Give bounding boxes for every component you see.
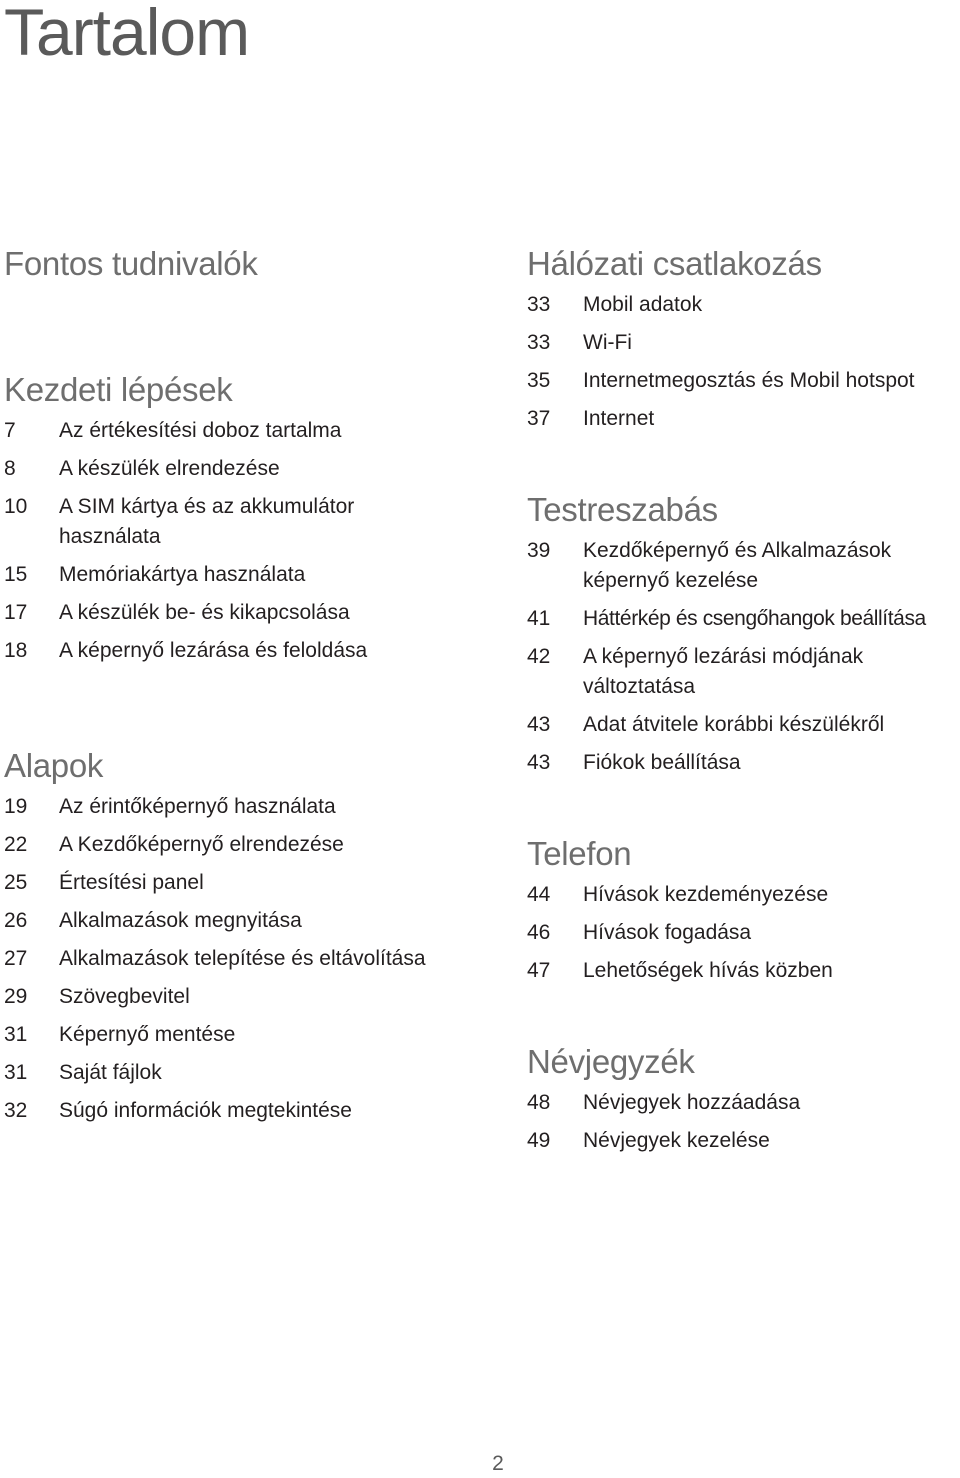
toc-entry[interactable] (4, 636, 474, 666)
section-heading[interactable]: Hálózati csatlakozás (527, 245, 822, 282)
toc-entry-page: 25 (4, 871, 28, 894)
toc-entry-page: 18 (4, 639, 28, 662)
toc-entry-title: Értesítési panel (59, 871, 204, 894)
toc-entry-page: 42 (527, 645, 551, 668)
toc-entry[interactable] (4, 1058, 474, 1088)
toc-entry[interactable] (527, 642, 960, 702)
page-number: 2 (492, 1452, 504, 1475)
toc-entry[interactable] (527, 404, 960, 434)
toc-entry-page: 29 (4, 985, 28, 1008)
toc-entry-title: Memóriakártya használata (59, 563, 306, 586)
toc-entry-title: Háttérkép és csengőhangok beállítása (583, 607, 926, 630)
toc-entry[interactable] (4, 792, 474, 822)
toc-entry-page: 8 (4, 457, 16, 480)
toc-entry-page: 47 (527, 959, 551, 982)
toc-entry-title: Kezdőképernyő és Alkalmazások képernyő kezelése (583, 539, 892, 592)
toc-entry-title: Súgó információk megtekintése (59, 1099, 352, 1122)
toc-entry[interactable] (4, 1020, 474, 1050)
toc-entry[interactable] (527, 366, 960, 396)
toc-section-kezdeti (4, 364, 474, 666)
toc-entry-title: Az értékesítési doboz tartalma (59, 419, 342, 442)
toc-entry[interactable] (527, 1088, 960, 1118)
toc-entry[interactable] (527, 290, 960, 320)
toc-entry-title: Fiókok beállítása (583, 751, 741, 774)
toc-entry-page: 49 (527, 1129, 551, 1152)
toc-section-nevjegyzek (527, 1036, 960, 1156)
toc-section-halozati (527, 238, 960, 434)
toc-entry-title: Képernyő mentése (59, 1023, 236, 1046)
toc-entry-title: A készülék elrendezése (59, 457, 280, 480)
toc-left-column (4, 238, 474, 1134)
toc-entry-page: 35 (527, 369, 551, 392)
toc-entry-page: 33 (527, 293, 551, 316)
toc-entry[interactable] (4, 944, 474, 974)
toc-entry[interactable] (4, 982, 474, 1012)
toc-entry-page: 37 (527, 407, 551, 430)
toc-entry-page: 33 (527, 331, 551, 354)
toc-entry[interactable] (4, 906, 474, 936)
toc-entry-page: 15 (4, 563, 28, 586)
toc-entry-page: 44 (527, 883, 551, 906)
toc-entry-title: Internetmegosztás és Mobil hotspot (583, 369, 915, 392)
toc-entry-page: 48 (527, 1091, 551, 1114)
section-heading[interactable]: Telefon (527, 835, 632, 872)
page-title: Tartalom (4, 0, 250, 69)
toc-entry-page: 17 (4, 601, 28, 624)
toc-entry-page: 19 (4, 795, 28, 818)
toc-entry[interactable] (4, 598, 474, 628)
toc-entry-title: A SIM kártya és az akkumulátor használata (59, 495, 355, 548)
toc-entry[interactable] (4, 1096, 474, 1126)
toc-entry-title: Alkalmazások megnyitása (59, 909, 302, 932)
toc-entry-title: Lehetőségek hívás közben (583, 959, 833, 982)
toc-entry[interactable] (4, 830, 474, 860)
section-heading[interactable]: Testreszabás (527, 491, 718, 528)
toc-entry[interactable] (527, 748, 960, 778)
toc-entry-title: Internet (583, 407, 655, 430)
toc-entry-title: Adat átvitele korábbi készülékről (583, 713, 885, 736)
toc-entry-page: 39 (527, 539, 551, 562)
toc-entry[interactable] (527, 1126, 960, 1156)
toc-entry-title: A képernyő lezárási módjának változtatása (583, 645, 864, 698)
toc-entry-page: 43 (527, 713, 551, 736)
toc-entry-page: 31 (4, 1023, 28, 1046)
toc-entry-title: A képernyő lezárása és feloldása (59, 639, 368, 662)
toc-entry-title: A készülék be- és kikapcsolása (59, 601, 350, 624)
toc-entry-title: Az érintőképernyő használata (59, 795, 336, 818)
toc-entry[interactable] (4, 454, 474, 484)
toc-entry-title: Alkalmazások telepítése és eltávolítása (59, 947, 426, 970)
toc-entry-title: Szövegbevitel (59, 985, 190, 1008)
section-heading[interactable]: Kezdeti lépések (4, 371, 233, 408)
toc-section-testreszabas (527, 484, 960, 778)
section-heading[interactable]: Alapok (4, 747, 104, 784)
toc-entry-title: Saját fájlok (59, 1061, 162, 1084)
toc-entry[interactable] (527, 604, 960, 634)
toc-entry-page: 7 (4, 419, 16, 442)
toc-entry-title: Hívások kezdeményezése (583, 883, 829, 906)
toc-entry[interactable] (527, 956, 960, 986)
section-heading[interactable]: Névjegyzék (527, 1043, 695, 1080)
toc-entry[interactable] (527, 328, 960, 358)
toc-entry-page: 27 (4, 947, 28, 970)
toc-entry[interactable] (527, 710, 960, 740)
toc-entry-title: Wi-Fi (583, 331, 632, 354)
toc-entry-page: 32 (4, 1099, 28, 1122)
toc-entry-title: Hívások fogadása (583, 921, 752, 944)
toc-entry-page: 22 (4, 833, 28, 856)
toc-entry[interactable] (4, 492, 474, 552)
toc-entry-page: 46 (527, 921, 551, 944)
section-heading[interactable]: Fontos tudnivalók (4, 245, 258, 282)
toc-right-column (527, 238, 960, 1164)
toc-entry[interactable] (527, 918, 960, 948)
toc-entry-page: 41 (527, 607, 551, 630)
toc-entry-title: Mobil adatok (583, 293, 703, 316)
toc-entry-page: 10 (4, 495, 28, 518)
toc-entry-page: 43 (527, 751, 551, 774)
toc-entry-page: 31 (4, 1061, 28, 1084)
toc-entry-title: A Kezdőképernyő elrendezése (59, 833, 344, 856)
toc-entry-title: Névjegyek hozzáadása (583, 1091, 801, 1114)
toc-entry[interactable] (4, 416, 474, 446)
toc-entry-title: Névjegyek kezelése (583, 1129, 770, 1152)
toc-section-fontos (4, 238, 474, 290)
toc-entry[interactable] (4, 560, 474, 590)
toc-section-alapok (4, 740, 474, 1126)
toc-entry[interactable] (4, 868, 474, 898)
toc-entry[interactable] (527, 880, 960, 910)
toc-entry[interactable] (527, 536, 960, 596)
toc-section-telefon (527, 828, 960, 986)
toc-entry-page: 26 (4, 909, 28, 932)
